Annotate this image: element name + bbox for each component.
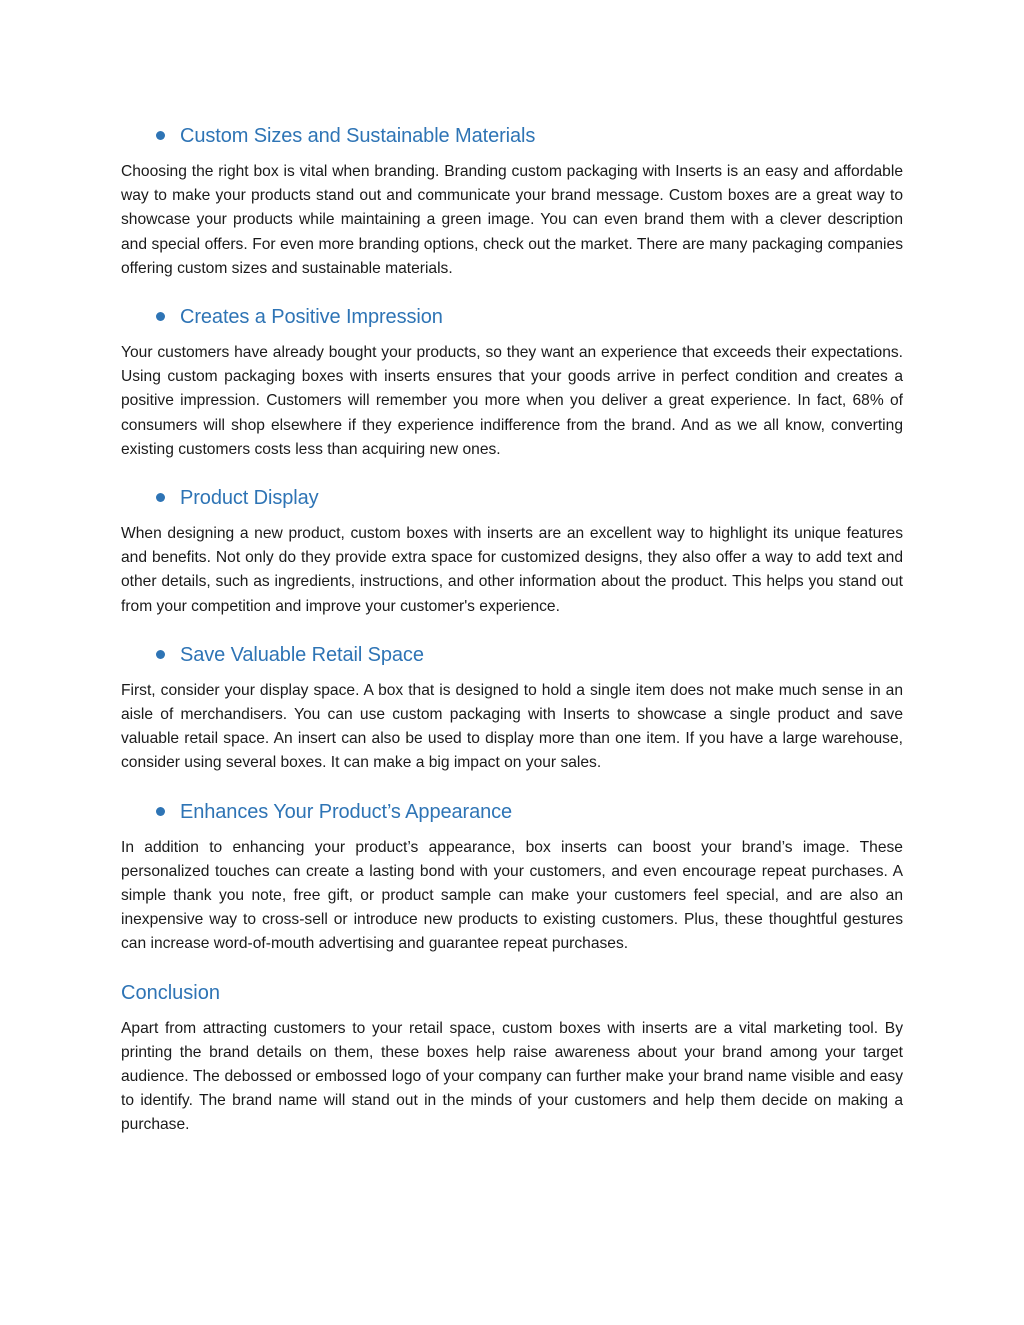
section-paragraph: When designing a new product, custom boxes with inserts are an excellent way to highlight its unique features and benefits. Not only do they provide extra space for customized designs, they also offer a way to add text and other details, such as ingredients, instructions, and other information about the product. This helps you stand out from your competition and improve your customer's experience.: [121, 525, 903, 615]
section-paragraph: Choosing the right box is vital when branding. Branding custom packaging with Inserts is an easy and affordable way to make your products stand out and communicate your brand message. Custom boxes are a great way to showcase your products while maintaining a green image. You can even brand them with a clever description and special offers. For even more branding options, check out the market. There are many packaging companies offering custom sizes and sustainable materials.: [121, 163, 903, 277]
conclusion-paragraph: Apart from attracting customers to your retail space, custom boxes with inserts are a vital marketing tool. By printing the brand details on them, these boxes help raise awareness about your brand among your target audience. The debossed or embossed logo of your company can further make your brand name visible and easy to identify. The brand name will stand out in the minds of your customers and help them decide on making a purchase.: [121, 1019, 903, 1134]
section-heading-positive-impression: [121, 299, 903, 335]
bullet-icon: [156, 807, 165, 816]
section-heading-retail-space: [121, 637, 903, 673]
bullet-icon: [156, 493, 165, 502]
section-paragraph: First, consider your display space. A box that is designed to hold a single item does not make much sense in an aisle of merchandisers. You can use custom packaging with Inserts to showcase a single product and save valuable retail space. An insert can also be used to display more than one item. If you have a large warehouse, consider using several boxes. It can make a big impact on your sales.: [121, 681, 903, 772]
section-paragraph: In addition to enhancing your product’s appearance, box inserts can boost your brand’s image. These personalized touches can create a lasting bond with your customers, and even encourage repeat purchases. A simple thank you note, free gift, or product sample can make your customers feel special, and are also an inexpensive way to cross-sell or introduce new products to existing customers. Plus, these thoughtful gestures can increase word-of-mouth advertising and guarantee repeat purchases.: [121, 838, 903, 953]
conclusion-heading: Conclusion: [121, 981, 220, 1004]
section-heading-text: Custom Sizes and Sustainable Materials: [180, 125, 536, 147]
bullet-icon: [156, 131, 165, 140]
section-heading-text: Product Display: [180, 487, 319, 510]
section-heading-appearance: [121, 794, 903, 830]
section-paragraph: Your customers have already bought your products, so they want an experience that exceeds their expectations. Using custom packaging boxes with inserts ensures that your goods arrive in perfect condition and creates a positive impression. Customers will remember you more when you deliver a great experience. In fact, 68% of consumers will shop elsewhere if they experience indifference from the brand. And as we all know, converting existing customers costs less than acquiring new ones.: [121, 344, 903, 458]
section-heading-product-display: [121, 480, 903, 516]
section-heading-text: Save Valuable Retail Space: [180, 643, 424, 666]
document-page: [121, 118, 903, 1156]
bullet-icon: [156, 650, 165, 659]
section-heading-text: Creates a Positive Impression: [180, 306, 443, 329]
section-heading-custom-sizes: [121, 118, 903, 154]
section-heading-text: Enhances Your Product’s Appearance: [180, 800, 513, 823]
bullet-icon: [156, 312, 165, 321]
